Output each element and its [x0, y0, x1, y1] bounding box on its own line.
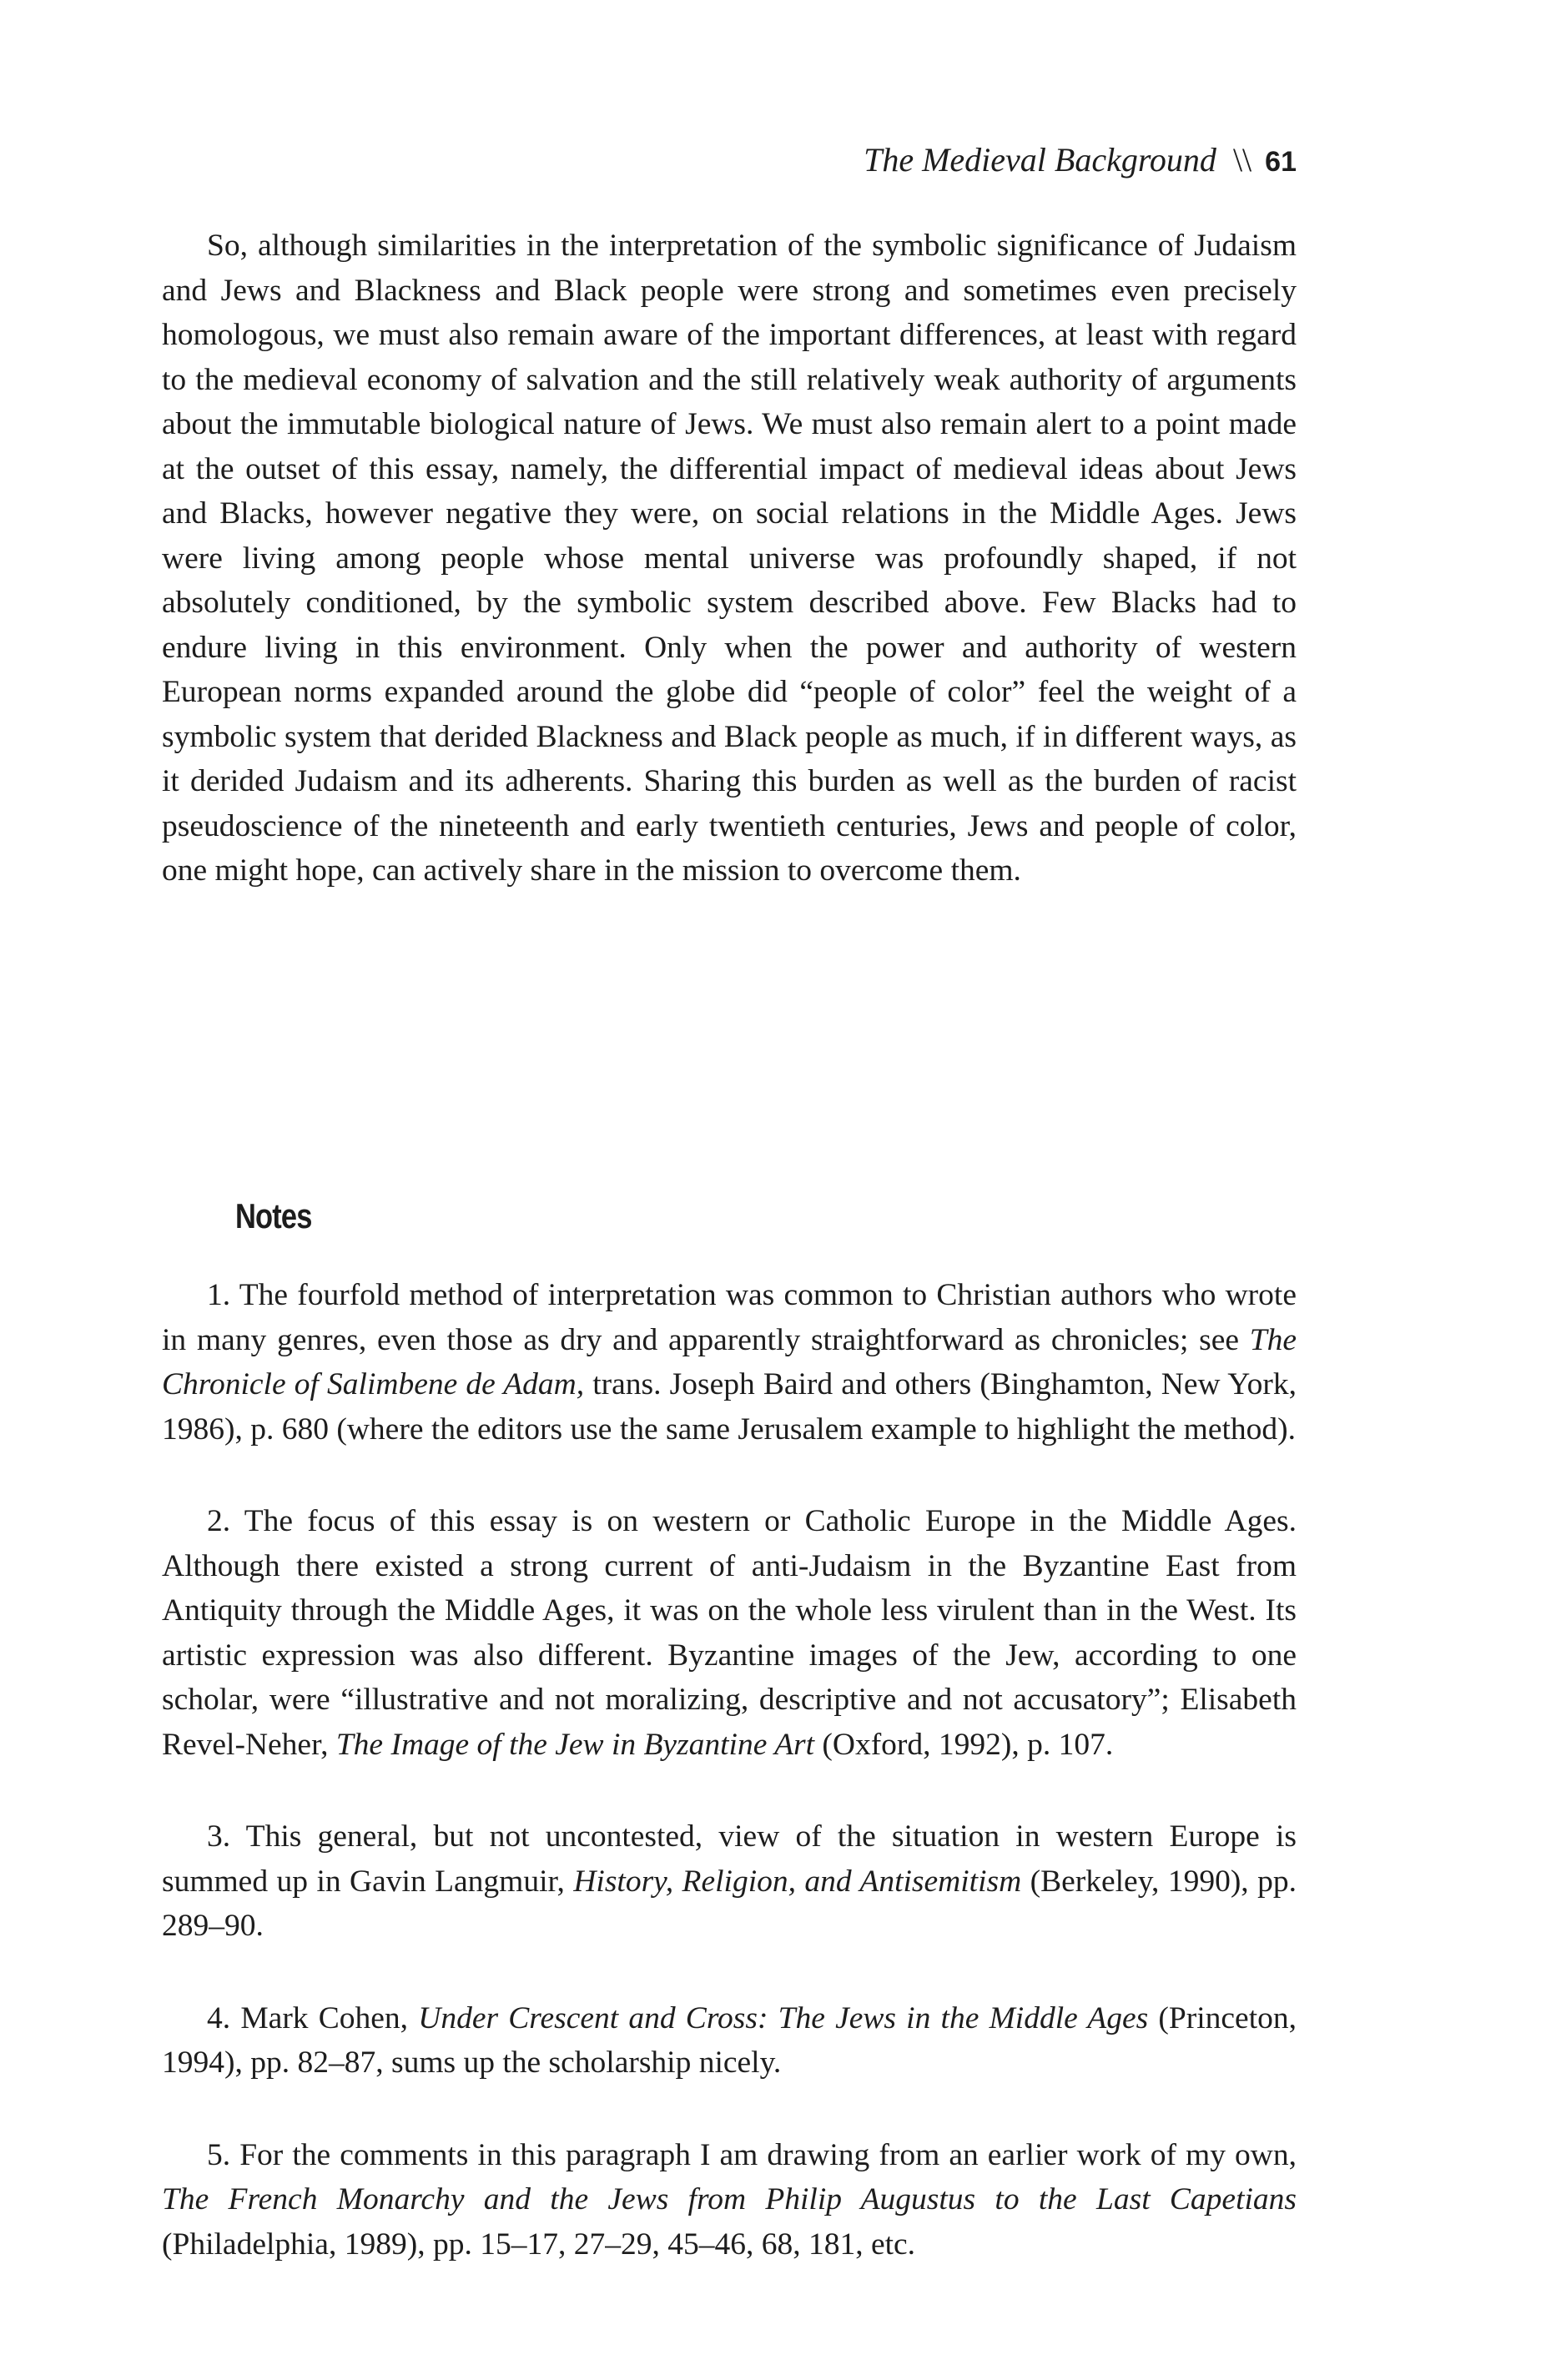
note-text: This general, but not uncontested, view of the situation in western Europe is summed up in Gavin Langmuir, — [162, 1819, 1297, 1899]
body-paragraph: So, although similarities in the interpretation of the symbolic significance of Judaism and Jews and Blackness and Black people were strong and sometimes even precisely homologous, we must also remain aware of the important differences, at least with regard to the medieval economy of salvation and the still relatively weak authority of arguments about the immutable biological nature of Jews. We must also remain alert to a point made at the outset of this essay, namely, the differential impact of medieval ideas about Jews and Blacks, however negative they were, on social relations in the Middle Ages. Jews were living among people whose mental universe was profoundly shaped, if not absolutely conditioned, by the symbolic system described above. Few Blacks had to endure living in this environment. Only when the power and authority of western European norms expanded around the globe did “people of color” feel the weight of a symbolic system that derided Blackness and Black people as much, if in different ways, as it derided Judaism and its adherents. Sharing this burden as well as the burden of racist pseudoscience of the nineteenth and early twentieth centuries, Jews and people of color, one might hope, can actively share in the mission to overcome them. — [162, 229, 1297, 888]
page-number: 61 — [1265, 146, 1297, 178]
notes-list — [162, 1273, 1297, 2314]
note-text: (Berkeley, 1990), pp. 289–90. — [162, 1864, 1297, 1943]
note-number: 3. — [207, 1819, 231, 1854]
note-text: trans. Joseph Baird and others (Binghamton, New York, 1986), p. 680 (where the editors use the same Jerusalem example to highlight the method). — [162, 1367, 1297, 1447]
note-text: The fourfold method of interpretation was common to Christian authors who wrote in many genres, even those as dry and apparently straightforward as chronicles; see — [162, 1278, 1297, 1357]
note-5 — [162, 2133, 1297, 2267]
notes-heading: Notes — [235, 1196, 312, 1235]
note-1 — [162, 1273, 1297, 1452]
note-text: The focus of this essay is on western or Catholic Europe in the Middle Ages. Although there existed a strong current of anti-Judaism in the Byzantine East from Antiquity through the Middle Ages, it was on the whole less virulent than in the West. Its artistic expression was also different. Byzantine images of the Jew, according to one scholar, were “illustrative and not moralizing, descriptive and not accusatory”; Elisabeth Revel-Neher, — [162, 1504, 1297, 1762]
running-head — [864, 140, 1297, 182]
running-head-separator: \\ — [1232, 141, 1252, 179]
running-head-title: The Medieval Background — [864, 141, 1216, 179]
note-number: 1. — [207, 1278, 231, 1312]
note-text: (Princeton, 1994), pp. 82–87, sums up the scholarship nicely. — [162, 2000, 1297, 2080]
note-text: (Philadelphia, 1989), pp. 15–17, 27–29, 45–46, 68, 181, etc. — [162, 2227, 916, 2262]
note-text: Mark Cohen, — [240, 2000, 419, 2035]
note-text: For the comments in this paragraph I am drawing from an earlier work of my own, — [239, 2137, 1297, 2172]
note-2 — [162, 1499, 1297, 1767]
note-number: 5. — [207, 2137, 231, 2172]
note-number: 4. — [207, 2000, 231, 2035]
note-cited-title: Under Crescent and Cross: The Jews in the Middle Ages — [418, 2000, 1149, 2035]
note-cited-title: The French Monarchy and the Jews from Philip Augustus to the Last Capetians — [162, 2182, 1297, 2216]
note-cited-title: History, Religion, and Antisemitism — [573, 1864, 1022, 1899]
note-text: (Oxford, 1992), p. 107. — [814, 1727, 1114, 1762]
note-4 — [162, 1996, 1297, 2086]
note-cited-title: The Chronicle of Salimbene de Adam, — [162, 1322, 1297, 1401]
note-3 — [162, 1814, 1297, 1949]
note-number: 2. — [207, 1504, 231, 1538]
note-cited-title: The Image of the Jew in Byzantine Art — [335, 1727, 814, 1762]
